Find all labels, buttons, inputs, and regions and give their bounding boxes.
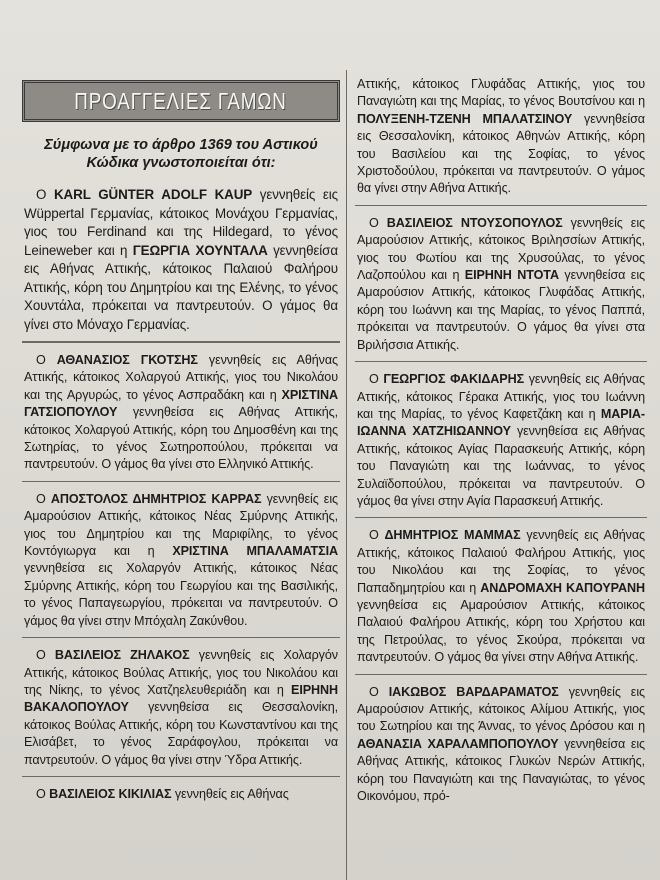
separator xyxy=(22,481,340,482)
notice xyxy=(22,647,340,769)
groom-name: ΑΘΑΝΑΣΙΟΣ ΓΚΟΤΣΗΣ xyxy=(56,353,198,367)
notice-prefix: Ο xyxy=(36,786,50,801)
bride-name: ΕΙΡΗΝΗ ΝΤΟΤΑ xyxy=(464,268,559,283)
notice-continued xyxy=(355,76,647,198)
notice-text: γεννηθείς εις Χολαργόν Αττικής, κάτοικος Βούλας Αττικής, γιος του Νικολάου και της Νίκης, το γένος Χατζηελευθεριάδη και η xyxy=(24,648,338,697)
groom-name: ΔΗΜΗΤΡΙΟΣ ΜΑΜΜΑΣ xyxy=(384,528,521,543)
notice xyxy=(22,352,340,474)
notice-text: Αττικής, κάτοικος Γλυφάδας Αττικής, γιος του Παναγιώτη και της Μαρίας, το γένος Βουτσίνου και η xyxy=(357,77,645,109)
notice xyxy=(22,786,340,803)
notice-text: γεννηθείς εις Αθήνας xyxy=(171,786,289,801)
bride-name: ΑΘΑΝΑΣΙΑ ΧΑΡΑΛΑΜΠΟΠΟΥΛΟΥ xyxy=(357,736,559,751)
groom-name: ΓΕΩΡΓΙΟΣ ΦΑΚΙΔΑΡΗΣ xyxy=(383,372,525,387)
notice-text: γεννηθείς εις Αθήνας Αττικής, κάτοικος Χολαργού Αττικής, γιος του Νικολάου και της Αργυρώς, το γένος Ασπραδάκη και η xyxy=(24,353,338,402)
notice-text: γεννηθείσα εις Αμαρούσιον Αττικής, κάτοικος Παλαιού Φαλήρου Αττικής, κόρη του Χρήστου και της Πετρούλας, το γένος Σκούρα, πρόκειται να παντρευτούν. Ο γάμος θα γίνει στην Αθήνα Αττικής. xyxy=(357,597,645,665)
notice-text: γεννηθείσα εις Αμαρούσιον Αττικής, κάτοικος Γλυφάδας Αττικής, κόρη του Ιωάννη και της Μαρίας, το γένος Παππά, πρόκειται να παντρευτούν. Ο γάμος θα γίνει στα Βριλήσσια Αττικής. xyxy=(357,268,645,352)
notice-text: γεννηθείσα εις Θεσσαλονίκη, κάτοικος Βούλας Αττικής, κόρη του Κωνσταντίνου και της Ελισάβετ, το γένος Σαράφογλου, πρόκειται να παντρευτούν. Ο γάμος θα γίνει στην Ύδρα Αττικής. xyxy=(24,700,338,767)
notice-text: γεννηθείσα εις Θεσσαλονίκη, κάτοικος Αθηνών Αττικής, κόρη του Βασιλείου και της Σοφίας, το γένος Χριστοδούλου, πρόκειται να παντρευτούν. Ο γάμος θα γίνει στην Αθήνα Αττικής. xyxy=(357,111,645,196)
separator xyxy=(22,776,340,777)
notice-text: γεννηθείσα εις Αθήνας Αττικής, κάτοικος Αγίας Παρασκευής Αττικής, κόρη του Παναγιώτη και της Ιωάννας, το γένος Συλαϊδοπούλου, πρόκειται να παντρευτούν. Ο γάμος θα γίνει στην Αγία Παρασκευή Αττικής. xyxy=(357,424,645,508)
notice-prefix: Ο xyxy=(36,353,57,367)
bride-name: ΧΡΙΣΤΙΝΑ ΜΠΑΛΑΜΑΤΣΙΑ xyxy=(172,544,339,559)
notice-text: γεννηθείς εις Αθήνας Αττικής, κάτοικος Γέρακα Αττικής, γιος του Ιωάννη και της Μαρίας, το γένος Καφετζάκη και η xyxy=(357,372,645,421)
bride-name: ΑΝΔΡΟΜΑΧΗ ΚΑΠΟΥΡΑΝΗ xyxy=(480,580,645,595)
bride-name: ΓΕΩΡΓΙΑ ΧΟΥΝΤΑΛΑ xyxy=(132,242,268,258)
notice xyxy=(355,371,647,510)
separator xyxy=(22,637,340,638)
notice-prefix: Ο xyxy=(36,648,55,663)
separator xyxy=(355,361,647,362)
notice-text: γεννηθείς εις Αμαρούσιον Αττικής, κάτοικος Αλίμου Αττικής, γιος του Σωτηρίου και της Άννας, το γένος Δρόσου και η xyxy=(357,684,645,734)
notice xyxy=(22,186,340,334)
notice xyxy=(355,527,647,666)
bride-name: ΜΑΡΙΑ-ΙΩΑΝΝΑ ΧΑΤΖΗΙΩΑΝΝΟΥ xyxy=(357,406,645,439)
intro-text: Σύμφωνα με το άρθρο 1369 του Αστικού Κώδικα γνωστοποιείται ότι: xyxy=(44,137,318,171)
groom-name: KARL GÜNTER ADOLF KAUP xyxy=(53,187,253,202)
notice-prefix: Ο xyxy=(369,372,384,387)
groom-name: ΙΑΚΩΒΟΣ ΒΑΡΔΑΡΑΜΑΤΟΣ xyxy=(388,684,559,699)
column-divider xyxy=(346,70,347,880)
groom-name: ΒΑΣΙΛΕΙΟΣ ΝΤΟΥΣΟΠΟΥΛΟΣ xyxy=(386,215,563,230)
bride-name: ΠΟΛΥΞΕΝΗ-ΤΖΕΝΗ ΜΠΑΛΑΤΣΙΝΟΥ xyxy=(357,111,573,126)
groom-name: ΒΑΣΙΛΕΙΟΣ ΚΙΚΙΛΙΑΣ xyxy=(49,786,172,801)
groom-name: ΒΑΣΙΛΕΙΟΣ ΖΗΛΑΚΟΣ xyxy=(54,648,190,663)
notice-text: γεννηθείσα εις Αθήνας Αττικής, κάτοικος Παλαιού Φαλήρου Αττικής, κόρη του Δημητρίου και της Ελένης, το γένος Χουντάλα, πρόκειται να παντρευτούν. Ο γάμος θα γίνει στο Μόναχο Γερμανίας. xyxy=(24,242,338,332)
notice-prefix: Ο xyxy=(369,215,387,230)
bride-name: ΕΙΡΗΝΗ ΒΑΚΑΛΟΠΟΥΛΟΥ xyxy=(24,682,338,715)
notice-text: γεννηθείς εις Αμαρούσιον Αττικής, κάτοικος Νέας Σμύρνης Αττικής, γιος του Δημητρίου και της Μαριφίλης, το γένος Κοντόγιωργα και η xyxy=(24,491,338,559)
section-title: ΠΡΟΑΓΓΕΛΙΕΣ ΓΑΜΩΝ xyxy=(74,87,288,114)
notice-text: γεννηθείς εις Wüppertal Γερμανίας, κάτοικος Μονάχου Γερμανίας, γιος του Ferdinand και της Hildegard, το γένος Leineweber και η xyxy=(24,187,338,258)
notice-text: γεννηθείσα εις Αθήνας Αττικής, κάτοικος Γλυκών Νερών Αττικής, κόρη του Παναγιώτη και της Παναγιώτας, το γένος Οικονόμου, πρό- xyxy=(357,736,645,804)
notice-prefix: Ο xyxy=(36,187,54,202)
groom-name: ΑΠΟΣΤΟΛΟΣ ΔΗΜΗΤΡΙΟΣ ΚΑΡΡΑΣ xyxy=(50,491,262,506)
notice xyxy=(355,684,647,806)
right-column xyxy=(355,0,647,880)
notice xyxy=(22,491,340,630)
notice-text: γεννηθείς εις Αθήνας Αττικής, κάτοικος Παλαιού Φαλήρου Αττικής, γιος του Νικολάου και της Σοφίας, το γένος Παπαδημητρίου και η xyxy=(357,528,645,595)
separator xyxy=(355,517,647,518)
notice xyxy=(355,215,647,354)
notice-text: γεννηθείσα εις Χολαργόν Αττικής, κάτοικος Νέας Σμύρνης Αττικής, κόρη του Γεωργίου και της Βασιλικής, το γένος Παπαγεωργίου, πρόκειται να παντρευτούν. Ο γάμος θα γίνει στην Μπόχαλη Ζακύνθου. xyxy=(24,561,338,628)
left-column xyxy=(22,0,340,880)
separator xyxy=(355,674,647,675)
notice-prefix: Ο xyxy=(369,528,385,543)
notice-prefix: Ο xyxy=(36,491,51,506)
notice-text: γεννηθείς εις Αμαρούσιον Αττικής, κάτοικος Βριλησσίων Αττικής, γιος του Φωτίου και της Χρυσούλας, το γένος Λαζοπούλου και η xyxy=(357,215,645,283)
bride-name: ΧΡΙΣΤΙΝΑ ΓΑΤΣΙΟΠΟΥΛΟΥ xyxy=(24,387,338,420)
notice-prefix: Ο xyxy=(369,684,389,699)
separator xyxy=(355,205,647,206)
section-header xyxy=(22,80,340,122)
notice-text: γεννηθείσα εις Αθήνας Αττικής, κάτοικος Χολαργού Αττικής, κόρη του Δημοσθένη και της Σωτηρίας, το γένος Σωτηροπούλου, πρόκειται να παντρευτούν. Ο γάμος θα γίνει στο Ελληνικό Αττικής. xyxy=(24,405,338,472)
separator xyxy=(22,341,340,343)
